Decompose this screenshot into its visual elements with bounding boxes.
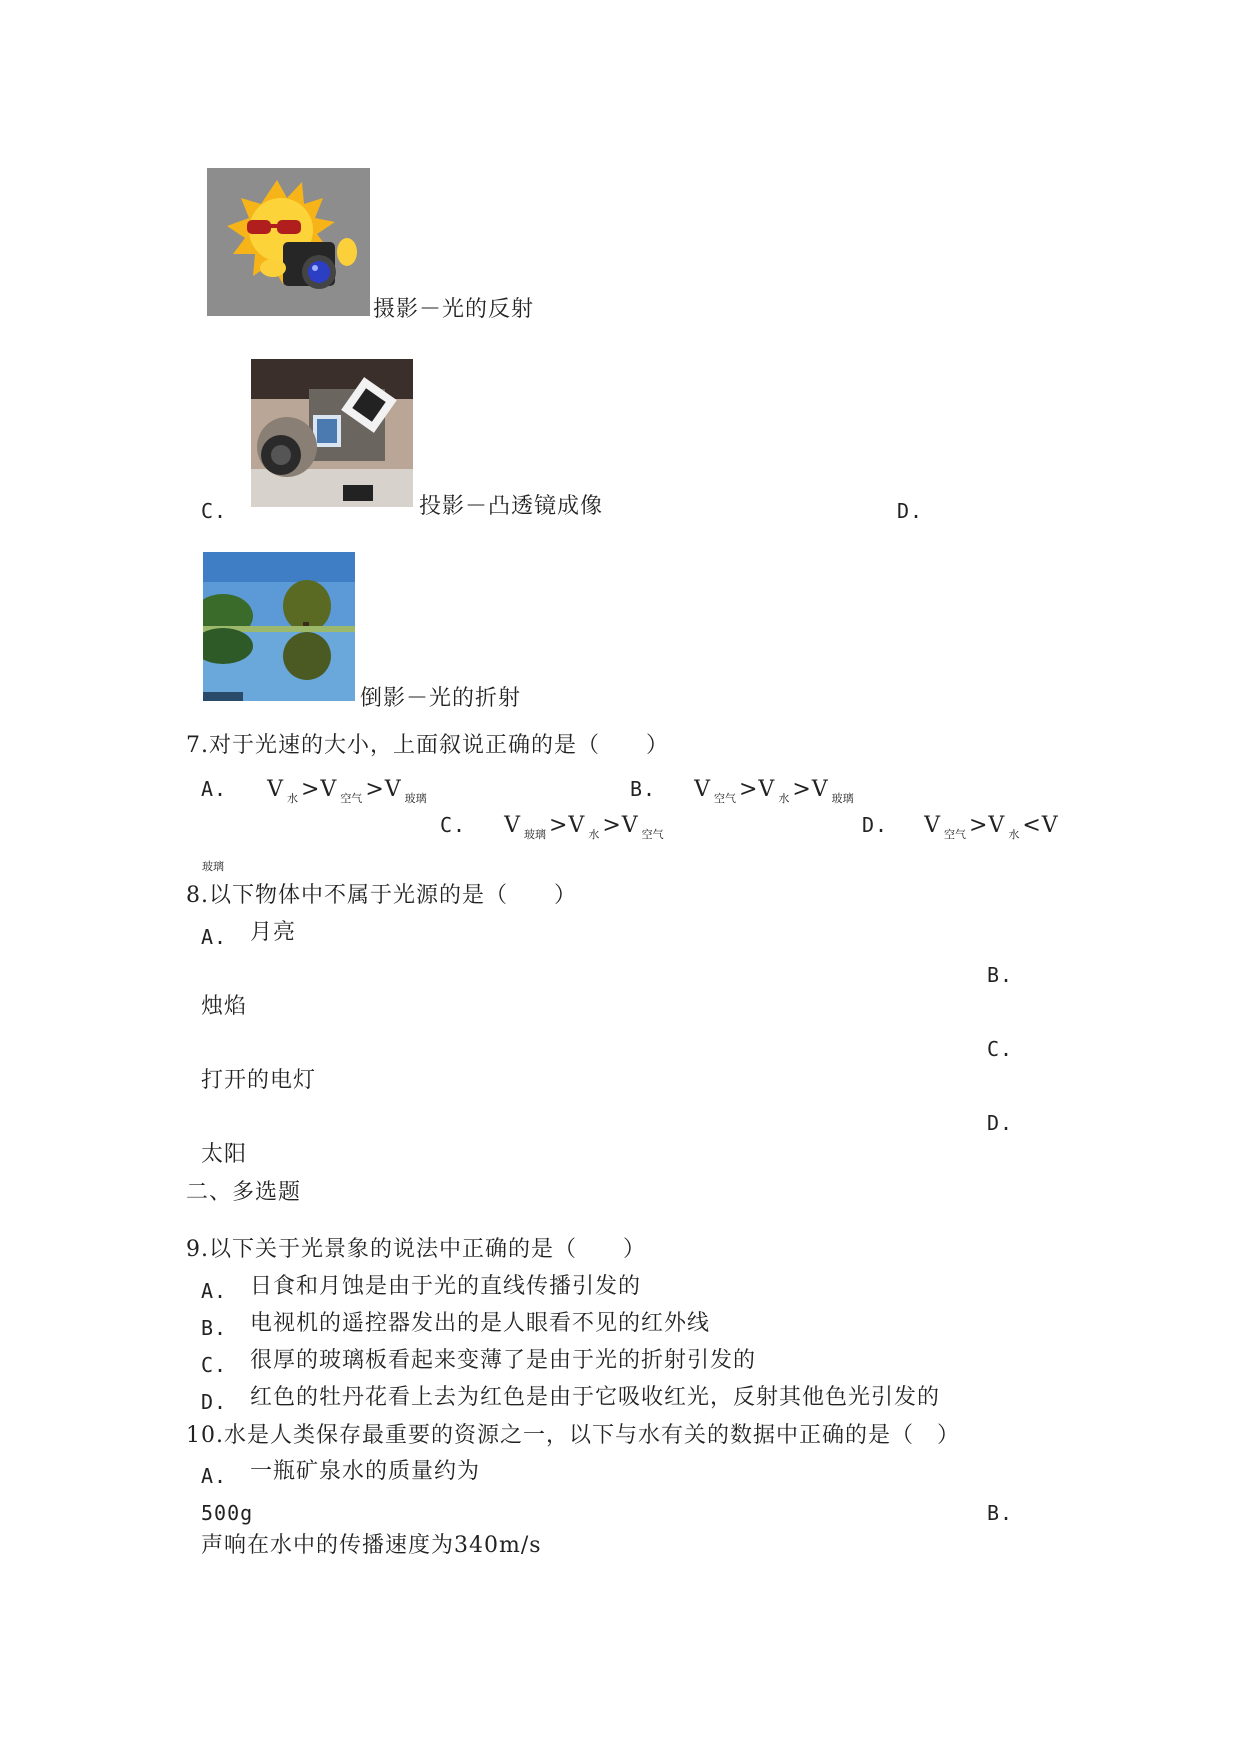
q9-option-a-label: A. (201, 1279, 228, 1303)
q7-option-a-label: A. (201, 777, 228, 801)
q10-option-b-label: B. (987, 1501, 1014, 1525)
q7-option-c (440, 812, 667, 842)
q8-option-a-label: A. (201, 925, 228, 949)
subscript-water: 水 (588, 828, 600, 841)
v-symbol: V (384, 777, 402, 802)
q9-option-d-text: 红色的牡丹花看上去为红色是由于它吸收红光，反射其他色光引发的 (250, 1385, 941, 1410)
q9-option-b-text: 电视机的遥控器发出的是人眼看不见的红外线 (250, 1311, 711, 1336)
v-symbol: V (267, 777, 284, 802)
q6-option-b-caption: 摄影－光的反射 (373, 297, 535, 322)
q10-option-a-text-line1: 一瓶矿泉水的质量约为 (250, 1459, 481, 1484)
q9-stem: 9.以下关于光景象的说法中正确的是（ ） (186, 1237, 646, 1262)
q9-option-c-text: 很厚的玻璃板看起来变薄了是由于光的折射引发的 (250, 1348, 757, 1373)
q8-option-d-text: 太阳 (201, 1142, 248, 1167)
q7-option-a (201, 776, 430, 806)
v-symbol: V (988, 813, 1006, 838)
v-symbol: V (504, 813, 521, 838)
q10-stem: 10.水是人类保存最重要的资源之一，以下与水有关的数据中正确的是（ ） (186, 1423, 960, 1448)
q8-option-a-text: 月亮 (250, 920, 297, 945)
q7-option-b (630, 776, 857, 806)
q7-stem: 7.对于光速的大小，上面叙说正确的是（ ） (186, 733, 669, 758)
greater-than: > (602, 813, 622, 838)
greater-than: > (548, 813, 569, 838)
q7-option-d-label: D. (862, 813, 889, 837)
v-symbol: V (924, 813, 941, 838)
q8-option-b-text: 烛焰 (201, 994, 248, 1019)
q8-option-c-label: C. (987, 1037, 1014, 1061)
q10-option-a-text-line2: 500g (201, 1501, 254, 1525)
q6-option-c-caption: 投影－凸透镜成像 (419, 494, 604, 519)
v-symbol: V (694, 777, 711, 802)
sun-camera-image (207, 168, 370, 316)
v-symbol: V (1041, 813, 1059, 838)
projector-image (251, 359, 413, 507)
greater-than: > (792, 777, 812, 802)
q7-option-d-subscript-glass: 玻璃 (202, 860, 224, 873)
subscript-water: 水 (1008, 828, 1020, 841)
greater-than: > (738, 777, 759, 802)
subscript-air: 空气 (641, 828, 664, 841)
v-symbol: V (568, 813, 586, 838)
subscript-water: 水 (286, 792, 298, 805)
q8-stem: 8.以下物体中不属于光源的是（ ） (186, 883, 577, 908)
subscript-glass: 玻璃 (404, 792, 427, 805)
v-symbol: V (811, 777, 829, 802)
q10-option-b-text: 声响在水中的传播速度为340m/s (201, 1533, 542, 1558)
subscript-air: 空气 (943, 828, 966, 841)
subscript-glass: 玻璃 (523, 828, 546, 841)
q9-option-b-label: B. (201, 1316, 228, 1340)
q9-option-a-text: 日食和月蚀是由于光的直线传播引发的 (250, 1274, 642, 1299)
q6-option-c-label: C. (201, 499, 228, 523)
q6-option-d-label: D. (897, 499, 924, 523)
q10-option-a-label: A. (201, 1464, 228, 1488)
subscript-water: 水 (778, 792, 790, 805)
v-symbol: V (320, 777, 338, 802)
q9-option-d-label: D. (201, 1390, 228, 1414)
greater-than: > (968, 813, 989, 838)
section-heading-multiple-choice: 二、多选题 (186, 1180, 302, 1205)
lake-reflection-image (203, 552, 355, 701)
q9-option-c-label: C. (201, 1353, 228, 1377)
greater-than: > (300, 777, 321, 802)
q8-option-c-text: 打开的电灯 (201, 1068, 317, 1093)
greater-than: > (365, 777, 385, 802)
less-than: < (1022, 813, 1042, 838)
q8-option-d-label: D. (987, 1111, 1014, 1135)
subscript-air: 空气 (340, 792, 363, 805)
subscript-air: 空气 (713, 792, 736, 805)
subscript-glass: 玻璃 (831, 792, 854, 805)
q7-option-d (862, 812, 1059, 842)
q6-option-d-caption: 倒影－光的折射 (360, 686, 522, 711)
v-symbol: V (621, 813, 639, 838)
q8-option-b-label: B. (987, 963, 1014, 987)
v-symbol: V (758, 777, 776, 802)
q7-option-b-label: B. (630, 777, 657, 801)
q7-option-c-label: C. (440, 813, 467, 837)
